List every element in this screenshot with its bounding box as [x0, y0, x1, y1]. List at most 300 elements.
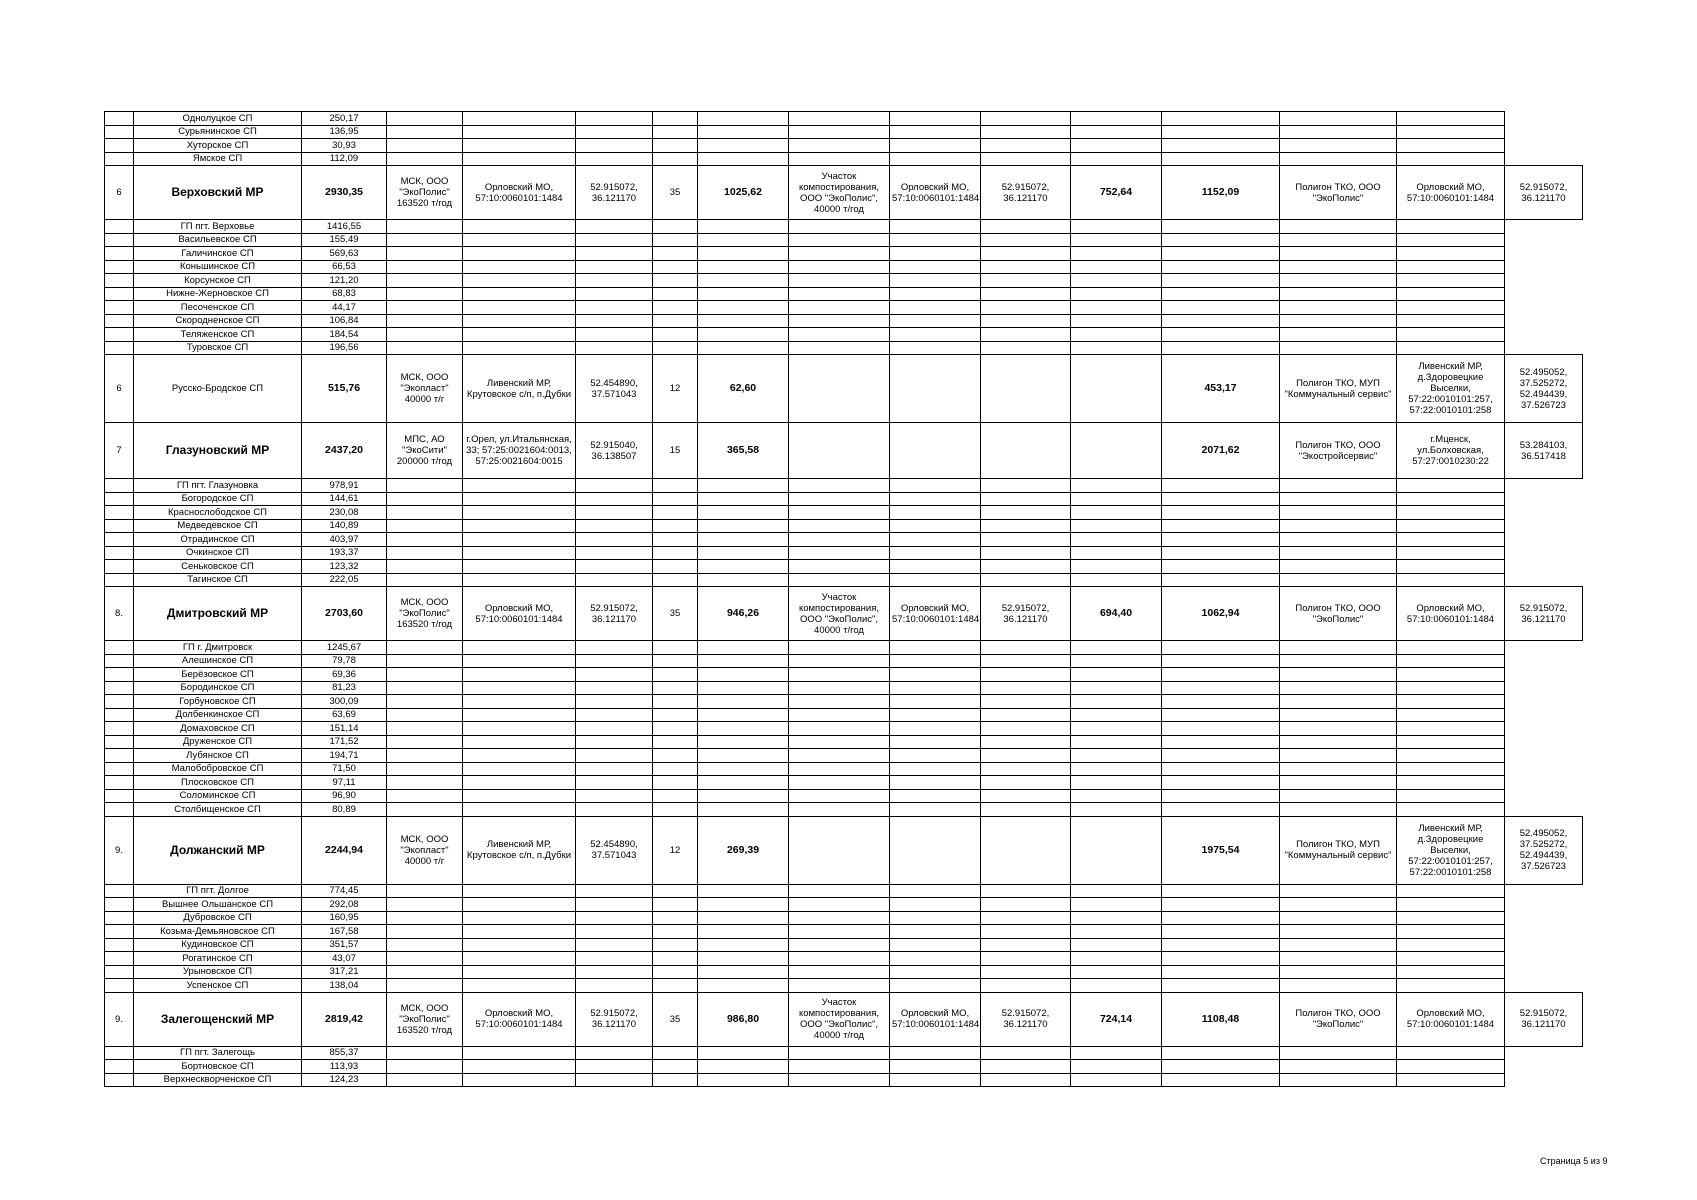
- empty-cell: [653, 112, 698, 126]
- empty-cell: [981, 260, 1071, 274]
- empty-cell: [653, 274, 698, 288]
- empty-cell: [1280, 560, 1397, 574]
- facility-2: [789, 423, 890, 479]
- empty-cell: [890, 641, 981, 655]
- empty-cell: [1397, 152, 1505, 166]
- row-number-cell: [105, 749, 134, 763]
- empty-cell: [1071, 139, 1162, 153]
- empty-cell: [387, 1060, 463, 1074]
- empty-cell: [653, 1046, 698, 1060]
- empty-cell: [1071, 898, 1162, 912]
- empty-cell: [1162, 301, 1280, 315]
- landfill-location: Ливенский МР, д.Здоровецкие Выселки, 57:22:0010101:257, 57:22:0010101:258: [1397, 816, 1505, 884]
- district-name: Русско-Бродское СП: [134, 355, 302, 423]
- empty-cell: [789, 708, 890, 722]
- settlement-value: 351,57: [302, 938, 387, 952]
- settlement-name: ГП пгт. Глазуновка: [134, 479, 302, 493]
- empty-cell: [387, 328, 463, 342]
- empty-cell: [463, 668, 576, 682]
- empty-cell: [981, 722, 1071, 736]
- empty-cell: [890, 884, 981, 898]
- empty-cell: [981, 681, 1071, 695]
- empty-cell: [1280, 492, 1397, 506]
- settlement-name: Теляженское СП: [134, 328, 302, 342]
- empty-cell: [1280, 220, 1397, 234]
- empty-cell: [576, 533, 653, 547]
- empty-cell: [981, 152, 1071, 166]
- empty-cell: [890, 979, 981, 993]
- empty-cell: [653, 898, 698, 912]
- settlement-row: [105, 776, 1583, 790]
- empty-cell: [463, 776, 576, 790]
- empty-cell: [789, 681, 890, 695]
- empty-cell: [1162, 573, 1280, 587]
- settlement-row: [105, 139, 1583, 153]
- empty-cell: [981, 287, 1071, 301]
- facility-1-location: Орловский МО, 57:10:0060101:1484: [463, 166, 576, 220]
- empty-cell: [653, 152, 698, 166]
- empty-cell: [1071, 274, 1162, 288]
- empty-cell: [1162, 911, 1280, 925]
- empty-cell: [890, 314, 981, 328]
- settlement-name: Тагинское СП: [134, 573, 302, 587]
- empty-cell: [981, 789, 1071, 803]
- settlement-value: 222,05: [302, 573, 387, 587]
- empty-cell: [387, 247, 463, 261]
- settlement-row: [105, 789, 1583, 803]
- empty-cell: [387, 260, 463, 274]
- settlement-row: [105, 979, 1583, 993]
- row-number-cell: [105, 1060, 134, 1074]
- landfill-location: Орловский МО, 57:10:0060101:1484: [1397, 992, 1505, 1046]
- settlement-name: Соломинское СП: [134, 789, 302, 803]
- empty-cell: [890, 1046, 981, 1060]
- empty-cell: [1280, 938, 1397, 952]
- empty-cell: [463, 492, 576, 506]
- settlement-value: 44,17: [302, 301, 387, 315]
- facility-2-location: Орловский МО, 57:10:0060101:1484: [890, 587, 981, 641]
- facility-2-location: Орловский МО, 57:10:0060101:1484: [890, 992, 981, 1046]
- empty-cell: [789, 803, 890, 817]
- empty-cell: [653, 884, 698, 898]
- empty-cell: [789, 898, 890, 912]
- row-number-cell: [105, 301, 134, 315]
- row-number-cell: [105, 938, 134, 952]
- empty-cell: [1071, 314, 1162, 328]
- empty-cell: [653, 247, 698, 261]
- empty-cell: [1397, 803, 1505, 817]
- empty-cell: [789, 328, 890, 342]
- empty-cell: [890, 220, 981, 234]
- facility-2: [789, 355, 890, 423]
- row-number-cell: [105, 641, 134, 655]
- empty-cell: [463, 560, 576, 574]
- empty-cell: [1162, 328, 1280, 342]
- empty-cell: [463, 898, 576, 912]
- empty-cell: [981, 762, 1071, 776]
- settlement-row: [105, 287, 1583, 301]
- empty-cell: [1280, 112, 1397, 126]
- settlement-row: [105, 506, 1583, 520]
- facility-1-location: Ливенский МР, Крутовское с/п, п.Дубки: [463, 816, 576, 884]
- empty-cell: [463, 938, 576, 952]
- empty-cell: [789, 560, 890, 574]
- facility-1-coords: 52.915072, 36.121170: [576, 992, 653, 1046]
- empty-cell: [1280, 979, 1397, 993]
- empty-cell: [576, 925, 653, 939]
- empty-cell: [1071, 722, 1162, 736]
- row-number-cell: [105, 573, 134, 587]
- empty-cell: [463, 641, 576, 655]
- empty-cell: [981, 479, 1071, 493]
- empty-cell: [890, 301, 981, 315]
- settlement-row: [105, 301, 1583, 315]
- settlement-name: Корсунское СП: [134, 274, 302, 288]
- settlement-name: Успенское СП: [134, 979, 302, 993]
- empty-cell: [387, 654, 463, 668]
- empty-cell: [1397, 139, 1505, 153]
- empty-cell: [981, 519, 1071, 533]
- settlement-row: [105, 708, 1583, 722]
- empty-cell: [789, 952, 890, 966]
- district-value: 2244,94: [302, 816, 387, 884]
- settlement-value: 81,23: [302, 681, 387, 695]
- empty-cell: [576, 965, 653, 979]
- settlement-row: [105, 898, 1583, 912]
- settlement-value: 71,50: [302, 762, 387, 776]
- settlement-value: 112,09: [302, 152, 387, 166]
- empty-cell: [1162, 898, 1280, 912]
- empty-cell: [1280, 925, 1397, 939]
- empty-cell: [576, 260, 653, 274]
- empty-cell: [981, 1060, 1071, 1074]
- empty-cell: [1397, 573, 1505, 587]
- settlement-name: Очкинское СП: [134, 546, 302, 560]
- empty-cell: [463, 479, 576, 493]
- empty-cell: [890, 708, 981, 722]
- empty-cell: [789, 938, 890, 952]
- empty-cell: [981, 560, 1071, 574]
- empty-cell: [698, 328, 789, 342]
- empty-cell: [1071, 287, 1162, 301]
- empty-cell: [576, 546, 653, 560]
- empty-cell: [387, 492, 463, 506]
- empty-cell: [981, 654, 1071, 668]
- empty-cell: [1162, 979, 1280, 993]
- empty-cell: [463, 274, 576, 288]
- settlement-name: Сурьянинское СП: [134, 125, 302, 139]
- empty-cell: [576, 668, 653, 682]
- empty-cell: [1071, 492, 1162, 506]
- empty-cell: [463, 695, 576, 709]
- empty-cell: [653, 695, 698, 709]
- landfill-coords: 52.915072, 36.121170: [1505, 992, 1583, 1046]
- empty-cell: [981, 546, 1071, 560]
- row-number-cell: [105, 803, 134, 817]
- empty-cell: [1280, 247, 1397, 261]
- empty-cell: [890, 898, 981, 912]
- empty-cell: [698, 911, 789, 925]
- empty-cell: [698, 560, 789, 574]
- settlement-value: 138,04: [302, 979, 387, 993]
- empty-cell: [1162, 341, 1280, 355]
- mass-2: 752,64: [1071, 166, 1162, 220]
- empty-cell: [1280, 341, 1397, 355]
- empty-cell: [653, 641, 698, 655]
- empty-cell: [653, 789, 698, 803]
- empty-cell: [789, 722, 890, 736]
- empty-cell: [1071, 247, 1162, 261]
- empty-cell: [387, 776, 463, 790]
- empty-cell: [1162, 789, 1280, 803]
- empty-cell: [890, 735, 981, 749]
- mass-1: 62,60: [698, 355, 789, 423]
- empty-cell: [1280, 681, 1397, 695]
- empty-cell: [653, 260, 698, 274]
- empty-cell: [387, 722, 463, 736]
- row-number-cell: [105, 681, 134, 695]
- empty-cell: [789, 776, 890, 790]
- row-number-cell: [105, 519, 134, 533]
- mass-1: 946,26: [698, 587, 789, 641]
- empty-cell: [789, 1046, 890, 1060]
- settlement-name: Дубровское СП: [134, 911, 302, 925]
- empty-cell: [387, 152, 463, 166]
- facility-2: Участок компостирования, ООО "ЭкоПолис", 40000 т/год: [789, 166, 890, 220]
- empty-cell: [1397, 233, 1505, 247]
- empty-cell: [890, 287, 981, 301]
- empty-cell: [653, 573, 698, 587]
- empty-cell: [1280, 533, 1397, 547]
- row-number-cell: [105, 789, 134, 803]
- empty-cell: [1397, 681, 1505, 695]
- empty-cell: [387, 884, 463, 898]
- empty-cell: [698, 898, 789, 912]
- facility-1-location: Орловский МО, 57:10:0060101:1484: [463, 587, 576, 641]
- empty-cell: [463, 125, 576, 139]
- district-name: Глазуновский МР: [134, 423, 302, 479]
- empty-cell: [981, 247, 1071, 261]
- settlement-row: [105, 112, 1583, 126]
- empty-cell: [387, 112, 463, 126]
- empty-cell: [576, 1046, 653, 1060]
- empty-cell: [1280, 1073, 1397, 1087]
- settlement-value: 144,61: [302, 492, 387, 506]
- empty-cell: [1280, 654, 1397, 668]
- empty-cell: [387, 479, 463, 493]
- row-number-cell: [105, 708, 134, 722]
- settlement-value: 167,58: [302, 925, 387, 939]
- empty-cell: [1071, 641, 1162, 655]
- empty-cell: [1397, 1073, 1505, 1087]
- empty-cell: [387, 506, 463, 520]
- empty-cell: [1071, 925, 1162, 939]
- distance-km: 35: [653, 992, 698, 1046]
- empty-cell: [890, 479, 981, 493]
- settlement-row: [105, 220, 1583, 234]
- empty-cell: [1162, 506, 1280, 520]
- district-name: Залегощенский МР: [134, 992, 302, 1046]
- empty-cell: [789, 641, 890, 655]
- empty-cell: [890, 139, 981, 153]
- row-number: 7: [105, 423, 134, 479]
- row-number-cell: [105, 139, 134, 153]
- empty-cell: [1397, 952, 1505, 966]
- settlement-name: Плосковское СП: [134, 776, 302, 790]
- empty-cell: [1162, 938, 1280, 952]
- empty-cell: [387, 125, 463, 139]
- empty-cell: [576, 749, 653, 763]
- empty-cell: [1071, 519, 1162, 533]
- empty-cell: [698, 287, 789, 301]
- empty-cell: [653, 314, 698, 328]
- empty-cell: [890, 1073, 981, 1087]
- empty-cell: [576, 1073, 653, 1087]
- empty-cell: [981, 139, 1071, 153]
- empty-cell: [1071, 1060, 1162, 1074]
- settlement-row: [105, 573, 1583, 587]
- empty-cell: [698, 152, 789, 166]
- empty-cell: [698, 776, 789, 790]
- empty-cell: [981, 533, 1071, 547]
- empty-cell: [698, 965, 789, 979]
- empty-cell: [387, 938, 463, 952]
- empty-cell: [789, 479, 890, 493]
- distance-km: 35: [653, 587, 698, 641]
- empty-cell: [1397, 274, 1505, 288]
- empty-cell: [463, 911, 576, 925]
- facility-2: [789, 816, 890, 884]
- empty-cell: [1397, 533, 1505, 547]
- empty-cell: [1162, 125, 1280, 139]
- empty-cell: [981, 979, 1071, 993]
- empty-cell: [789, 654, 890, 668]
- empty-cell: [1397, 965, 1505, 979]
- landfill-coords: 52.495052, 37.525272, 52.494439, 37.526723: [1505, 816, 1583, 884]
- empty-cell: [653, 125, 698, 139]
- empty-cell: [890, 233, 981, 247]
- empty-cell: [1071, 152, 1162, 166]
- settlement-row: [105, 938, 1583, 952]
- empty-cell: [463, 708, 576, 722]
- empty-cell: [1280, 1046, 1397, 1060]
- settlement-name: Краснослободское СП: [134, 506, 302, 520]
- empty-cell: [1071, 1073, 1162, 1087]
- empty-cell: [387, 803, 463, 817]
- empty-cell: [890, 274, 981, 288]
- empty-cell: [789, 762, 890, 776]
- empty-cell: [1280, 911, 1397, 925]
- empty-cell: [1071, 776, 1162, 790]
- empty-cell: [1397, 979, 1505, 993]
- empty-cell: [1280, 722, 1397, 736]
- empty-cell: [1071, 479, 1162, 493]
- facility-1-location: Орловский МО, 57:10:0060101:1484: [463, 992, 576, 1046]
- empty-cell: [1162, 314, 1280, 328]
- empty-cell: [890, 492, 981, 506]
- empty-cell: [463, 573, 576, 587]
- empty-cell: [653, 233, 698, 247]
- row-number-cell: [105, 152, 134, 166]
- settlement-value: 292,08: [302, 898, 387, 912]
- row-number: 9.: [105, 992, 134, 1046]
- mass-2: 724,14: [1071, 992, 1162, 1046]
- empty-cell: [890, 762, 981, 776]
- empty-cell: [789, 152, 890, 166]
- empty-cell: [789, 139, 890, 153]
- empty-cell: [1162, 479, 1280, 493]
- district-name: Должанский МР: [134, 816, 302, 884]
- empty-cell: [789, 506, 890, 520]
- empty-cell: [1162, 260, 1280, 274]
- empty-cell: [576, 979, 653, 993]
- empty-cell: [789, 749, 890, 763]
- settlement-name: Богородское СП: [134, 492, 302, 506]
- empty-cell: [1280, 125, 1397, 139]
- mass-2: [1071, 423, 1162, 479]
- empty-cell: [789, 247, 890, 261]
- empty-cell: [981, 884, 1071, 898]
- empty-cell: [1162, 139, 1280, 153]
- empty-cell: [653, 965, 698, 979]
- empty-cell: [1162, 695, 1280, 709]
- settlement-row: [105, 519, 1583, 533]
- empty-cell: [698, 952, 789, 966]
- settlement-value: 855,37: [302, 1046, 387, 1060]
- empty-cell: [789, 979, 890, 993]
- empty-cell: [1280, 1060, 1397, 1074]
- empty-cell: [698, 314, 789, 328]
- empty-cell: [576, 695, 653, 709]
- empty-cell: [653, 749, 698, 763]
- empty-cell: [1397, 492, 1505, 506]
- empty-cell: [576, 938, 653, 952]
- empty-cell: [653, 735, 698, 749]
- empty-cell: [698, 884, 789, 898]
- empty-cell: [981, 492, 1071, 506]
- page-footer: Страница 5 из 9: [1540, 1156, 1608, 1166]
- empty-cell: [890, 519, 981, 533]
- empty-cell: [1162, 247, 1280, 261]
- empty-cell: [387, 952, 463, 966]
- settlement-value: 113,93: [302, 1060, 387, 1074]
- settlement-value: 69,36: [302, 668, 387, 682]
- empty-cell: [1071, 233, 1162, 247]
- settlement-value: 300,09: [302, 695, 387, 709]
- empty-cell: [789, 695, 890, 709]
- settlement-value: 124,23: [302, 1073, 387, 1087]
- empty-cell: [463, 1060, 576, 1074]
- empty-cell: [789, 546, 890, 560]
- settlement-row: [105, 681, 1583, 695]
- settlement-name: Алешинское СП: [134, 654, 302, 668]
- row-number-cell: [105, 274, 134, 288]
- row-number-cell: [105, 654, 134, 668]
- empty-cell: [1280, 735, 1397, 749]
- empty-cell: [981, 641, 1071, 655]
- empty-cell: [1162, 735, 1280, 749]
- facility-1-coords: 52.454890, 37.571043: [576, 816, 653, 884]
- empty-cell: [698, 247, 789, 261]
- empty-cell: [981, 749, 1071, 763]
- empty-cell: [1280, 573, 1397, 587]
- facility-1: МСК, ООО "Экопласт" 40000 т/г: [387, 355, 463, 423]
- empty-cell: [653, 776, 698, 790]
- empty-cell: [1162, 803, 1280, 817]
- empty-cell: [576, 492, 653, 506]
- empty-cell: [1162, 722, 1280, 736]
- empty-cell: [1397, 519, 1505, 533]
